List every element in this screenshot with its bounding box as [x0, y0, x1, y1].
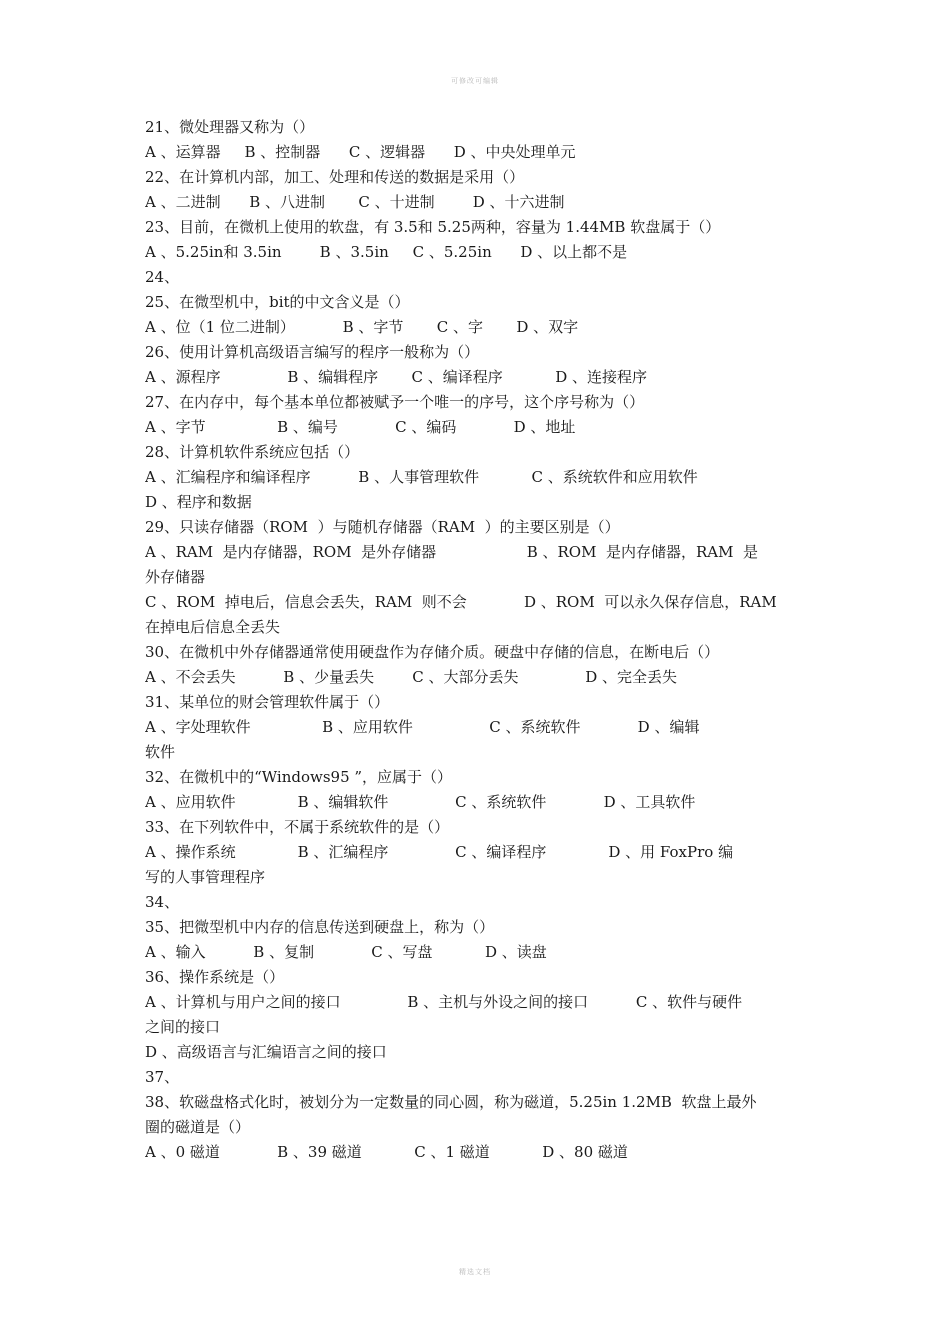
options-line: A 、字处理软件 B 、应用软件 C 、系统软件 D 、编辑 — [145, 718, 700, 736]
question-line: 圈的磁道是（） — [145, 1118, 251, 1136]
question-line: 26、使用计算机高级语言编写的程序一般称为（） — [145, 343, 480, 361]
options-line: A 、0 磁道 B 、39 磁道 C 、1 磁道 D 、80 磁道 — [145, 1143, 628, 1161]
options-line: D 、程序和数据 — [145, 493, 252, 511]
options-line: 软件 — [145, 743, 176, 761]
question-line: 24、 — [145, 268, 180, 286]
question-line: 23、目前，在微机上使用的软盘，有 3.5和 5.25两种，容量为 1.44MB 软盘属于（） — [145, 218, 721, 236]
options-line: 外存储器 — [145, 568, 206, 586]
question-line: 30、在微机中外存储器通常使用硬盘作为存储介质。硬盘中存储的信息，在断电后（） — [145, 643, 720, 661]
question-line: 28、计算机软件系统应包括（） — [145, 443, 360, 461]
options-line: A 、字节 B 、编号 C 、编码 D 、地址 — [145, 418, 576, 436]
question-line: 22、在计算机内部，加工、处理和传送的数据是采用（） — [145, 168, 525, 186]
question-line: 31、某单位的财会管理软件属于（） — [145, 693, 390, 711]
options-line: 在掉电后信息全丢失 — [145, 618, 281, 636]
question-line: 27、在内存中，每个基本单位都被赋予一个唯一的序号，这个序号称为（） — [145, 393, 645, 411]
options-line: C 、ROM 掉电后，信息会丢失，RAM 则不会 D 、ROM 可以永久保存信息，RAM — [145, 593, 777, 611]
options-line: 之间的接口 — [145, 1018, 221, 1036]
options-line: 写的人事管理程序 — [145, 868, 266, 886]
question-line: 25、在微型机中，bit的中文含义是（） — [145, 293, 410, 311]
question-line: 29、只读存储器（ROM ）与随机存储器（RAM ）的主要区别是（） — [145, 518, 620, 536]
question-line: 21、微处理器又称为（） — [145, 118, 315, 136]
options-line: A 、输入 B 、复制 C 、写盘 D 、读盘 — [145, 943, 547, 961]
question-line: 33、在下列软件中，不属于系统软件的是（） — [145, 818, 450, 836]
options-line: A 、应用软件 B 、编辑软件 C 、系统软件 D 、工具软件 — [145, 793, 696, 811]
options-line: A 、运算器 B 、控制器 C 、逻辑器 D 、中央处理单元 — [145, 143, 576, 161]
question-line: 35、把微型机中内存的信息传送到硬盘上，称为（） — [145, 918, 495, 936]
options-line: D 、高级语言与汇编语言之间的接口 — [145, 1043, 387, 1061]
options-line: A 、不会丢失 B 、少量丢失 C 、大部分丢失 D 、完全丢失 — [145, 668, 678, 686]
footer-watermark: 精选文档 — [459, 1268, 491, 1276]
options-line: A 、二进制 B 、八进制 C 、十进制 D 、十六进制 — [145, 193, 565, 211]
options-line: A 、RAM 是内存储器，ROM 是外存储器 B 、ROM 是内存储器，RAM 是 — [145, 543, 759, 561]
options-line: A 、操作系统 B 、汇编程序 C 、编译程序 D 、用 FoxPro 编 — [145, 843, 734, 861]
options-line: A 、计算机与用户之间的接口 B 、主机与外设之间的接口 C 、软件与硬件 — [145, 993, 743, 1011]
question-line: 38、软磁盘格式化时，被划分为一定数量的同心圆，称为磁道，5.25in 1.2MB 软盘上最外 — [145, 1093, 757, 1111]
header-watermark: 可修改可编辑 — [451, 77, 499, 85]
question-line: 32、在微机中的“Windows95 ”，应属于（） — [145, 768, 453, 786]
options-line: A 、汇编程序和编译程序 B 、人事管理软件 C 、系统软件和应用软件 — [145, 468, 698, 486]
options-line: A 、5.25in和 3.5in B 、3.5in C 、5.25in D 、以上都不是 — [145, 243, 628, 261]
question-line: 37、 — [145, 1068, 180, 1086]
question-line: 36、操作系统是（） — [145, 968, 285, 986]
question-line: 34、 — [145, 893, 180, 911]
options-line: A 、源程序 B 、编辑程序 C 、编译程序 D 、连接程序 — [145, 368, 648, 386]
options-line: A 、位（1 位二进制） B 、字节 C 、字 D 、双字 — [145, 318, 579, 336]
question-list — [145, 115, 815, 1165]
